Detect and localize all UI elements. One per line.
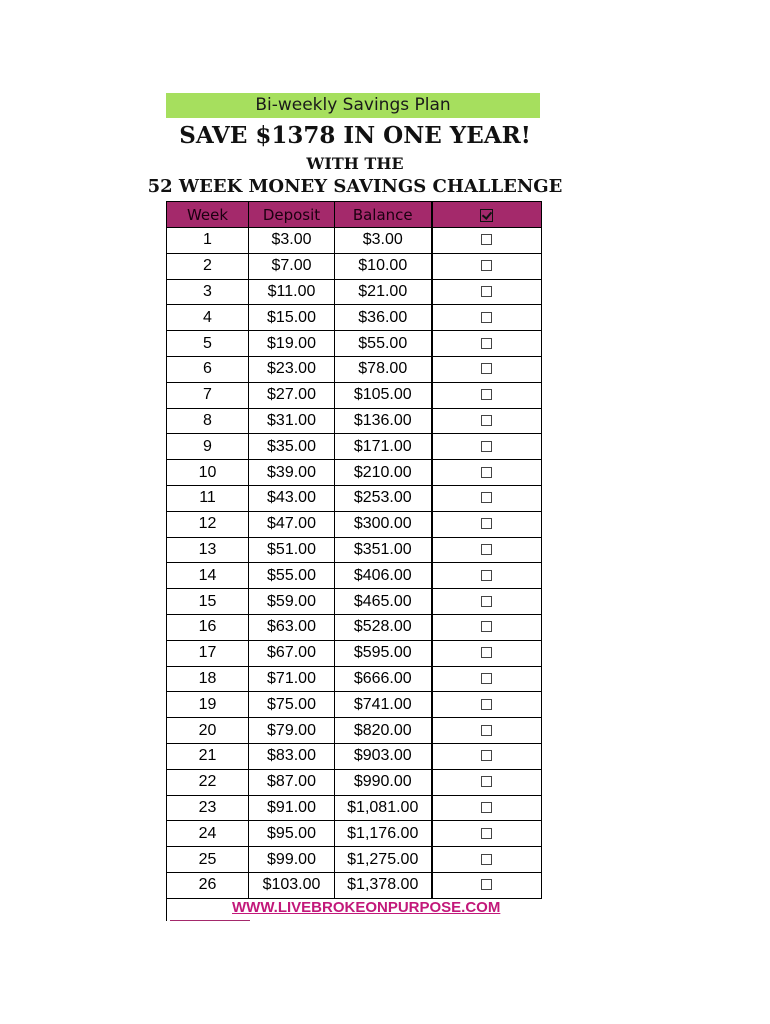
deposit-cell: $15.00 bbox=[249, 305, 335, 331]
table-row bbox=[167, 666, 542, 692]
table-row bbox=[167, 331, 542, 357]
balance-cell: $406.00 bbox=[335, 563, 432, 589]
checkbox-cell[interactable] bbox=[432, 408, 542, 434]
deposit-cell: $83.00 bbox=[249, 743, 335, 769]
headline: SAVE $1378 IN ONE YEAR! bbox=[179, 122, 531, 149]
deposit-cell: $103.00 bbox=[249, 872, 335, 898]
checkbox-cell[interactable] bbox=[432, 666, 542, 692]
table-row bbox=[167, 485, 542, 511]
table-row bbox=[167, 253, 542, 279]
deposit-cell: $31.00 bbox=[249, 408, 335, 434]
table-row bbox=[167, 821, 542, 847]
balance-cell: $528.00 bbox=[335, 614, 432, 640]
checkbox-icon[interactable] bbox=[481, 260, 492, 271]
checkbox-icon[interactable] bbox=[481, 647, 492, 658]
checkbox-icon[interactable] bbox=[481, 673, 492, 684]
balance-cell: $741.00 bbox=[335, 692, 432, 718]
week-cell: 25 bbox=[167, 847, 249, 873]
week-cell: 23 bbox=[167, 795, 249, 821]
deposit-cell: $67.00 bbox=[249, 640, 335, 666]
week-cell: 19 bbox=[167, 692, 249, 718]
balance-cell: $210.00 bbox=[335, 460, 432, 486]
table-row bbox=[167, 305, 542, 331]
footer-underline bbox=[170, 920, 250, 921]
table-row bbox=[167, 692, 542, 718]
checkbox-cell[interactable] bbox=[432, 692, 542, 718]
balance-cell: $171.00 bbox=[335, 434, 432, 460]
checkbox-icon[interactable] bbox=[481, 879, 492, 890]
week-cell: 16 bbox=[167, 614, 249, 640]
week-cell: 21 bbox=[167, 743, 249, 769]
checked-box-icon bbox=[480, 209, 493, 222]
balance-header: Balance bbox=[335, 202, 432, 228]
deposit-cell: $3.00 bbox=[249, 228, 335, 254]
checkbox-cell[interactable] bbox=[432, 872, 542, 898]
deposit-cell: $39.00 bbox=[249, 460, 335, 486]
deposit-cell: $7.00 bbox=[249, 253, 335, 279]
deposit-cell: $63.00 bbox=[249, 614, 335, 640]
week-cell: 5 bbox=[167, 331, 249, 357]
balance-cell: $136.00 bbox=[335, 408, 432, 434]
checkbox-cell[interactable] bbox=[432, 434, 542, 460]
week-cell: 15 bbox=[167, 589, 249, 615]
checkbox-cell[interactable] bbox=[432, 563, 542, 589]
balance-cell: $1,081.00 bbox=[335, 795, 432, 821]
balance-cell: $666.00 bbox=[335, 666, 432, 692]
checkbox-cell[interactable] bbox=[432, 382, 542, 408]
week-cell: 22 bbox=[167, 769, 249, 795]
balance-cell: $253.00 bbox=[335, 485, 432, 511]
table-row bbox=[167, 795, 542, 821]
balance-cell: $78.00 bbox=[335, 356, 432, 382]
checkbox-icon[interactable] bbox=[481, 441, 492, 452]
table-row bbox=[167, 511, 542, 537]
checkbox-cell[interactable] bbox=[432, 847, 542, 873]
balance-cell: $55.00 bbox=[335, 331, 432, 357]
table-row bbox=[167, 640, 542, 666]
week-cell: 7 bbox=[167, 382, 249, 408]
week-cell: 14 bbox=[167, 563, 249, 589]
checkbox-icon[interactable] bbox=[481, 363, 492, 374]
deposit-cell: $27.00 bbox=[249, 382, 335, 408]
week-cell: 8 bbox=[167, 408, 249, 434]
checkbox-icon[interactable] bbox=[481, 389, 492, 400]
week-cell: 20 bbox=[167, 718, 249, 744]
deposit-cell: $11.00 bbox=[249, 279, 335, 305]
table-row bbox=[167, 563, 542, 589]
deposit-cell: $35.00 bbox=[249, 434, 335, 460]
balance-cell: $10.00 bbox=[335, 253, 432, 279]
week-cell: 11 bbox=[167, 485, 249, 511]
checkbox-cell[interactable] bbox=[432, 795, 542, 821]
week-cell: 17 bbox=[167, 640, 249, 666]
week-cell: 9 bbox=[167, 434, 249, 460]
week-cell: 13 bbox=[167, 537, 249, 563]
checkbox-icon[interactable] bbox=[481, 467, 492, 478]
table-row bbox=[167, 356, 542, 382]
checkbox-header bbox=[432, 202, 542, 228]
table-row bbox=[167, 279, 542, 305]
week-cell: 24 bbox=[167, 821, 249, 847]
balance-cell: $820.00 bbox=[335, 718, 432, 744]
checkbox-cell[interactable] bbox=[432, 640, 542, 666]
table-row bbox=[167, 382, 542, 408]
checkbox-icon[interactable] bbox=[481, 621, 492, 632]
deposit-cell: $59.00 bbox=[249, 589, 335, 615]
deposit-cell: $47.00 bbox=[249, 511, 335, 537]
week-header: Week bbox=[167, 202, 249, 228]
deposit-cell: $95.00 bbox=[249, 821, 335, 847]
checkbox-cell[interactable] bbox=[432, 718, 542, 744]
checkbox-cell[interactable] bbox=[432, 537, 542, 563]
week-cell: 12 bbox=[167, 511, 249, 537]
table-row bbox=[167, 434, 542, 460]
checkbox-icon[interactable] bbox=[481, 854, 492, 865]
deposit-cell: $51.00 bbox=[249, 537, 335, 563]
checkbox-icon[interactable] bbox=[481, 544, 492, 555]
table-row bbox=[167, 408, 542, 434]
deposit-cell: $43.00 bbox=[249, 485, 335, 511]
deposit-cell: $75.00 bbox=[249, 692, 335, 718]
table-row bbox=[167, 589, 542, 615]
deposit-cell: $79.00 bbox=[249, 718, 335, 744]
checkbox-icon[interactable] bbox=[481, 312, 492, 323]
checkbox-icon[interactable] bbox=[481, 596, 492, 607]
plan-banner: Bi-weekly Savings Plan bbox=[166, 93, 540, 118]
checkbox-cell[interactable] bbox=[432, 331, 542, 357]
table-row bbox=[167, 460, 542, 486]
checkbox-icon[interactable] bbox=[481, 776, 492, 787]
week-cell: 6 bbox=[167, 356, 249, 382]
deposit-cell: $99.00 bbox=[249, 847, 335, 873]
week-cell: 2 bbox=[167, 253, 249, 279]
balance-cell: $300.00 bbox=[335, 511, 432, 537]
balance-cell: $990.00 bbox=[335, 769, 432, 795]
deposit-cell: $19.00 bbox=[249, 331, 335, 357]
balance-cell: $21.00 bbox=[335, 279, 432, 305]
checkbox-icon[interactable] bbox=[481, 518, 492, 529]
balance-cell: $595.00 bbox=[335, 640, 432, 666]
checkbox-icon[interactable] bbox=[481, 286, 492, 297]
checkbox-icon[interactable] bbox=[481, 338, 492, 349]
table-header-row bbox=[167, 202, 542, 228]
checkbox-icon[interactable] bbox=[481, 750, 492, 761]
balance-cell: $1,378.00 bbox=[335, 872, 432, 898]
checkbox-cell[interactable] bbox=[432, 614, 542, 640]
balance-cell: $465.00 bbox=[335, 589, 432, 615]
balance-cell: $36.00 bbox=[335, 305, 432, 331]
deposit-cell: $87.00 bbox=[249, 769, 335, 795]
website-link[interactable]: WWW.LIVEBROKEONPURPOSE.COM bbox=[232, 899, 501, 916]
balance-cell: $903.00 bbox=[335, 743, 432, 769]
checkbox-cell[interactable] bbox=[432, 821, 542, 847]
table-row bbox=[167, 228, 542, 254]
checkbox-cell[interactable] bbox=[432, 228, 542, 254]
checkbox-cell[interactable] bbox=[432, 485, 542, 511]
checkbox-icon[interactable] bbox=[481, 492, 492, 503]
savings-table bbox=[166, 201, 542, 899]
week-cell: 3 bbox=[167, 279, 249, 305]
deposit-cell: $91.00 bbox=[249, 795, 335, 821]
table-row bbox=[167, 718, 542, 744]
deposit-header: Deposit bbox=[249, 202, 335, 228]
deposit-cell: $55.00 bbox=[249, 563, 335, 589]
week-cell: 10 bbox=[167, 460, 249, 486]
checkbox-icon[interactable] bbox=[481, 415, 492, 426]
week-cell: 4 bbox=[167, 305, 249, 331]
table-row bbox=[167, 743, 542, 769]
checkbox-cell[interactable] bbox=[432, 589, 542, 615]
checkbox-cell[interactable] bbox=[432, 305, 542, 331]
checkbox-cell[interactable] bbox=[432, 743, 542, 769]
checkbox-cell[interactable] bbox=[432, 253, 542, 279]
challenge-title: 52 WEEK MONEY SAVINGS CHALLENGE bbox=[147, 176, 563, 197]
checkbox-icon[interactable] bbox=[481, 725, 492, 736]
deposit-cell: $23.00 bbox=[249, 356, 335, 382]
balance-cell: $1,176.00 bbox=[335, 821, 432, 847]
checkbox-cell[interactable] bbox=[432, 511, 542, 537]
checkbox-cell[interactable] bbox=[432, 356, 542, 382]
week-cell: 1 bbox=[167, 228, 249, 254]
balance-cell: $105.00 bbox=[335, 382, 432, 408]
balance-cell: $1,275.00 bbox=[335, 847, 432, 873]
checkbox-cell[interactable] bbox=[432, 769, 542, 795]
subheadline: WITH THE bbox=[306, 154, 404, 173]
deposit-cell: $71.00 bbox=[249, 666, 335, 692]
checkbox-icon[interactable] bbox=[481, 828, 492, 839]
balance-cell: $351.00 bbox=[335, 537, 432, 563]
checkbox-cell[interactable] bbox=[432, 460, 542, 486]
balance-cell: $3.00 bbox=[335, 228, 432, 254]
checkbox-icon[interactable] bbox=[481, 570, 492, 581]
checkbox-icon[interactable] bbox=[481, 802, 492, 813]
checkbox-cell[interactable] bbox=[432, 279, 542, 305]
checkbox-icon[interactable] bbox=[481, 699, 492, 710]
table-body bbox=[167, 228, 542, 899]
table-row bbox=[167, 537, 542, 563]
week-cell: 18 bbox=[167, 666, 249, 692]
table-row bbox=[167, 614, 542, 640]
table-row bbox=[167, 872, 542, 898]
table-row bbox=[167, 769, 542, 795]
week-cell: 26 bbox=[167, 872, 249, 898]
checkbox-icon[interactable] bbox=[481, 234, 492, 245]
table-row bbox=[167, 847, 542, 873]
